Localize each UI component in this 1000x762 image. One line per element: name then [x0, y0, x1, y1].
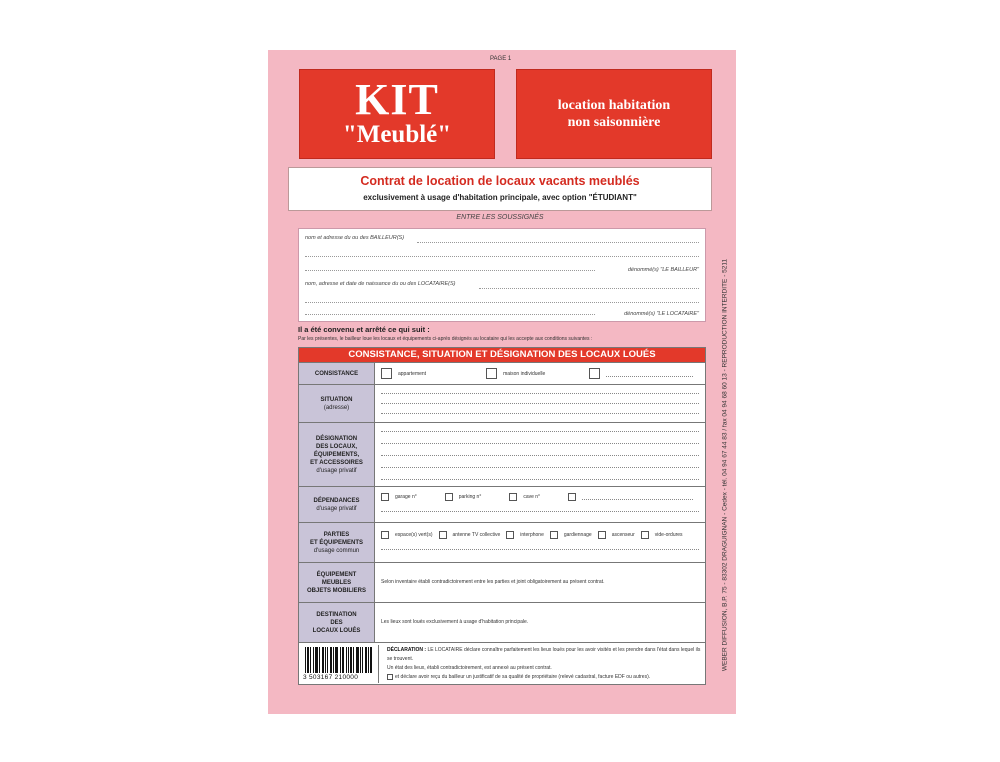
bailleur-denomination: dénommé(s) "LE BAILLEUR": [627, 267, 699, 273]
content-parties-communes: [375, 523, 705, 562]
contract-title: Contrat de location de locaux vacants meublés: [360, 174, 640, 188]
kit-title: KIT: [355, 75, 439, 124]
opt-appartement: appartement: [398, 370, 427, 377]
publisher-vertical-text: [719, 230, 731, 700]
publisher-info: WEBER DIFFUSION, B.P. 75 - 83302 DRAGUIGNAN - Cedex - tél. 04 94 67 44 83 / fax 04 94 68 60 13 - REPRODUCTION INTERDITE - 5211: [721, 258, 729, 672]
declaration-area: [298, 643, 706, 685]
location-type-box: [516, 69, 712, 159]
checkbox-espaces-verts[interactable]: [381, 531, 389, 539]
equipement-l1: ÉQUIPEMENT: [316, 571, 357, 578]
row-consistance: [299, 362, 705, 384]
checkbox-maison[interactable]: [486, 368, 497, 379]
equipement-text: Selon inventaire établi contradictoirement entre les parties et joint obligatoirement au présent contrat.: [381, 579, 605, 585]
pc-vide-ordures: vide-ordures: [654, 532, 683, 538]
table-header: CONSISTANCE, SITUATION ET DÉSIGNATION DES LOCAUX LOUÉS: [299, 348, 705, 362]
destination-l1: DESTINATION: [316, 611, 357, 618]
content-situation: [375, 385, 705, 422]
checkbox-ascenseur[interactable]: [598, 531, 606, 539]
dep-parking: parking n°: [458, 494, 482, 500]
content-consistance: [375, 363, 705, 384]
label-destination: [299, 603, 375, 642]
bailleur-line-3[interactable]: [305, 261, 595, 271]
location-line-1: location habitation: [557, 98, 671, 113]
row-parties-communes: [299, 522, 705, 562]
pc-espaces-verts: espace(s) vert(s): [395, 532, 433, 538]
declaration-line-2: Un état des lieux, établi contradictoirement, est annexé au présent contrat.: [387, 665, 552, 671]
page-label: PAGE 1: [490, 56, 512, 62]
equipement-l3: OBJETS MOBILIERS: [306, 587, 366, 594]
entre-les-soussignes: ENTRE LES SOUSSIGNÉS: [456, 214, 544, 221]
dep-garage: garage n°: [395, 494, 417, 500]
dep-cave: cave n°: [523, 494, 541, 500]
bailleur-line-1[interactable]: [417, 233, 699, 243]
pc-interphone: interphone: [520, 532, 544, 538]
situation-line-1[interactable]: [381, 393, 699, 394]
pc-gardiennage: gardiennage: [563, 532, 592, 538]
locaux-table: [298, 347, 706, 643]
kit-subtitle: "Meublé": [342, 121, 452, 148]
destination-l3: LOCAUX LOUÉS: [312, 627, 361, 634]
declaration-text: [387, 646, 701, 682]
dependances-label: DÉPENDANCES: [313, 497, 360, 504]
locataire-denomination: dénommé(s) "LE LOCATAIRE": [624, 311, 699, 317]
parties-communes-line[interactable]: [381, 549, 699, 550]
bailleur-line-2[interactable]: [305, 247, 699, 257]
designation-l3: ÉQUIPEMENTS,: [313, 451, 360, 458]
destination-text: Les lieux sont loués exclusivement à usage d'habitation principale.: [381, 619, 529, 625]
row-dependances: [299, 486, 705, 522]
designation-line-2[interactable]: [381, 443, 699, 444]
label-designation: [299, 423, 375, 486]
form-sheet: [268, 50, 736, 714]
row-equipement: [299, 562, 705, 602]
consistance-label: CONSISTANCE: [314, 370, 359, 377]
designation-sub: d'usage privatif: [316, 467, 357, 474]
dep-autre-line[interactable]: [582, 494, 693, 500]
designation-l1: DÉSIGNATION: [315, 435, 358, 442]
checkbox-dep-autre[interactable]: [568, 493, 576, 501]
designation-line-1[interactable]: [381, 431, 699, 432]
row-destination: [299, 602, 705, 642]
declaration-line-1: LE LOCATAIRE déclare connaître parfaitement les lieux loués pour les avoir visités et les prendre dans l'état dans lequel ils se trouvent.: [387, 647, 701, 662]
barcode-number: 3 503167 210000: [303, 674, 359, 681]
label-consistance: [299, 363, 375, 384]
checkbox-vide-ordures[interactable]: [641, 531, 649, 539]
barcode: [301, 645, 379, 683]
parties-l2: ET ÉQUIPEMENTS: [309, 539, 363, 546]
convenu-title: Il a été convenu et arrêté ce qui suit :: [298, 325, 430, 334]
equipement-l2: MEUBLES: [321, 579, 352, 586]
content-dependances: [375, 487, 705, 522]
locataire-line-2[interactable]: [305, 293, 699, 303]
dependances-line[interactable]: [381, 511, 699, 512]
locataire-label: nom, adresse et date de naissance du ou des LOCATAIRE(S): [305, 281, 456, 287]
parties-section: [298, 228, 706, 322]
situation-line-2[interactable]: [381, 403, 699, 404]
kit-title-box: [299, 69, 495, 159]
pc-ascenseur: ascenseur: [611, 532, 635, 538]
declaration-label: DÉCLARATION :: [387, 647, 427, 653]
situation-label: SITUATION: [320, 396, 353, 403]
label-situation: [299, 385, 375, 422]
autre-line[interactable]: [606, 371, 693, 377]
row-designation: [299, 422, 705, 486]
label-equipement: [299, 563, 375, 602]
locataire-line-1[interactable]: [479, 279, 699, 289]
destination-l2: DES: [330, 619, 343, 626]
content-destination: [375, 603, 705, 642]
designation-line-4[interactable]: [381, 467, 699, 468]
checkbox-garage[interactable]: [381, 493, 389, 501]
parties-sub: d'usage commun: [313, 547, 360, 554]
designation-line-3[interactable]: [381, 455, 699, 456]
situation-sub: (adresse): [323, 404, 350, 411]
contract-subtitle: exclusivement à usage d'habitation principale, avec option "ÉTUDIANT": [363, 193, 637, 202]
barcode-bars: [305, 647, 375, 673]
designation-l2: DES LOCAUX,: [315, 443, 357, 450]
checkbox-appartement[interactable]: [381, 368, 392, 379]
content-designation: [375, 423, 705, 486]
checkbox-parking[interactable]: [445, 493, 453, 501]
checkbox-antenne[interactable]: [439, 531, 447, 539]
contract-heading: [288, 167, 712, 211]
locataire-line-3[interactable]: [305, 305, 595, 315]
checkbox-justificatif[interactable]: [387, 674, 393, 680]
label-dependances: [299, 487, 375, 522]
pc-antenne: antenne TV collective: [452, 532, 501, 538]
designation-l4: ET ACCESSOIRES: [310, 459, 363, 466]
designation-line-5[interactable]: [381, 479, 699, 480]
convenu-text: Par les présentes, le bailleur loue les locaux et équipements ci-après désignés au locataire qui les accepte aux conditions suivantes :: [298, 336, 593, 342]
bailleur-label: nom et adresse du ou des BAILLEUR(S): [305, 235, 405, 241]
content-equipement: [375, 563, 705, 602]
row-situation: [299, 384, 705, 422]
situation-line-3[interactable]: [381, 413, 699, 414]
checkbox-gardiennage[interactable]: [550, 531, 558, 539]
opt-maison: maison individuelle: [503, 370, 546, 377]
dependances-sub: d'usage privatif: [316, 505, 357, 512]
label-parties-communes: [299, 523, 375, 562]
parties-l1: PARTIES: [323, 531, 350, 538]
declaration-line-3: et déclare avoir reçu du bailleur un justificatif de sa qualité de propriétaire (relevé cadastral, facture EDF ou autres).: [395, 674, 651, 680]
location-line-2: non saisonnière: [567, 115, 661, 130]
checkbox-cave[interactable]: [509, 493, 517, 501]
checkbox-interphone[interactable]: [506, 531, 514, 539]
checkbox-autre[interactable]: [589, 368, 600, 379]
